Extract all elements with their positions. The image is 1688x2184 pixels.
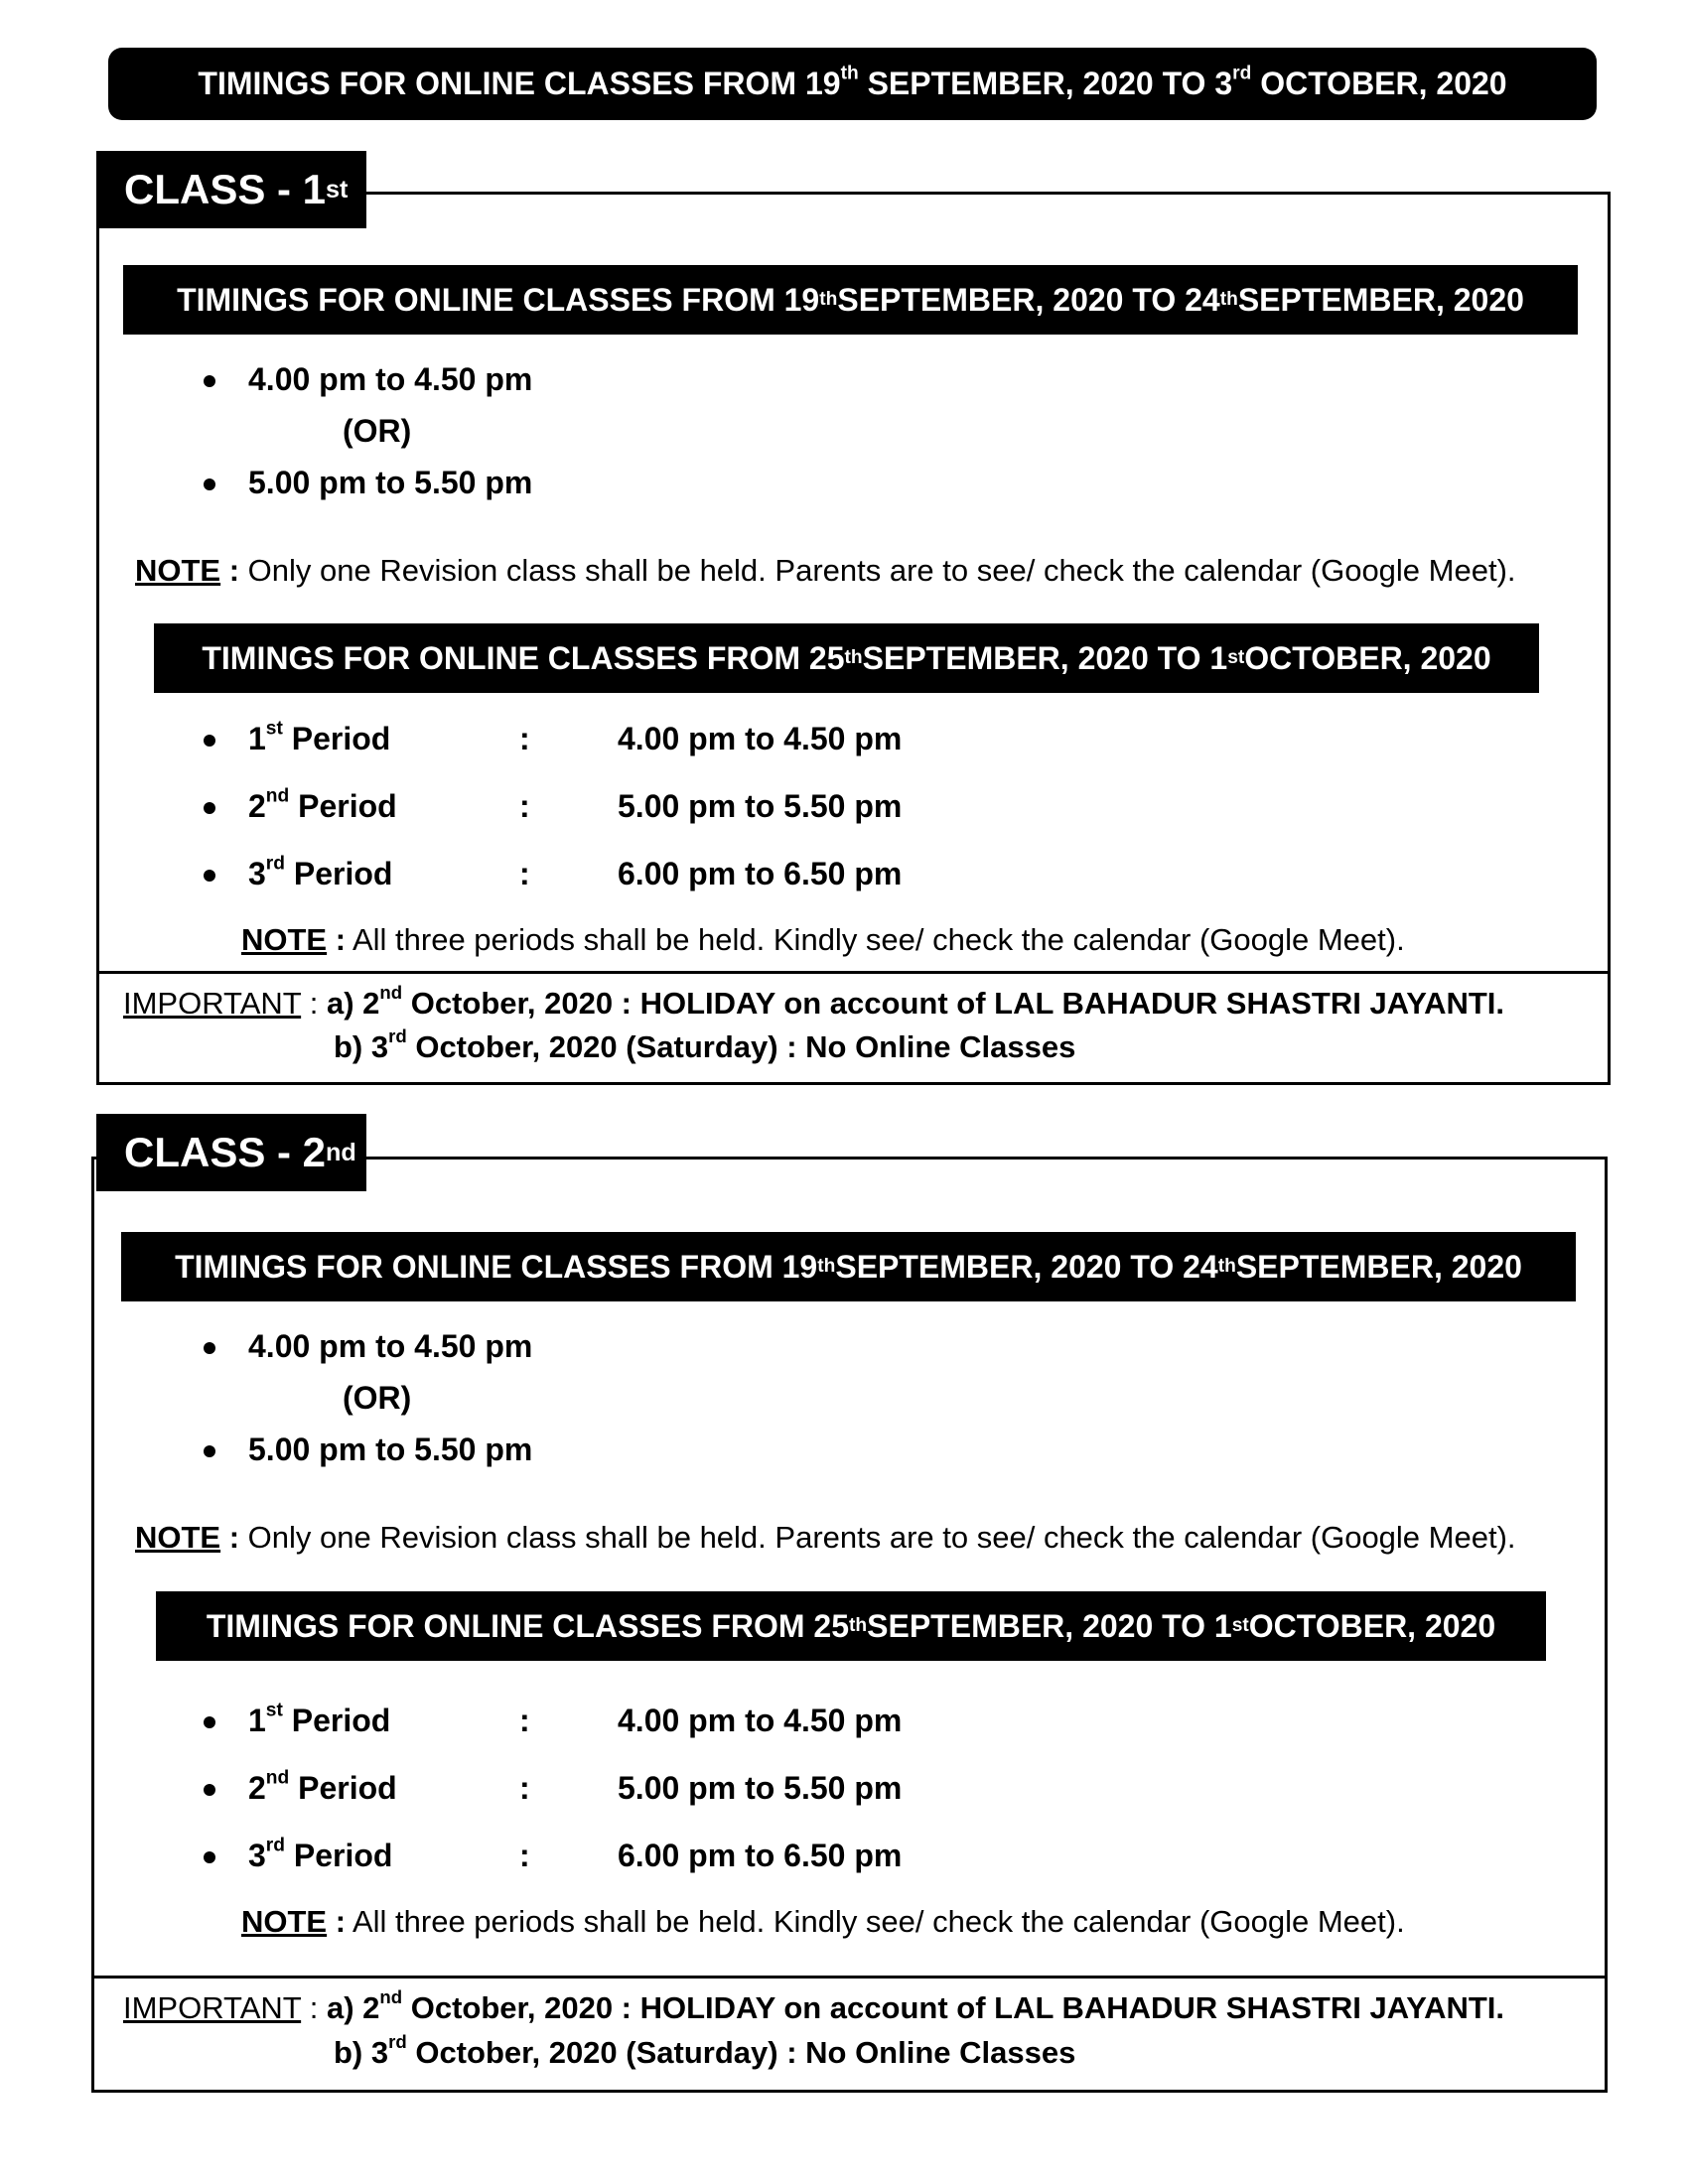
class-1-week1-or: (OR) (343, 413, 412, 449)
class-2-important-b: b) 3rd October, 2020 (Saturday) : No Online Classes (334, 2031, 1076, 2070)
main-title-banner (108, 48, 1597, 120)
class-1-period-3: 3rd Period : 6.00 pm to 6.50 pm (248, 856, 943, 895)
class-2-week1-title: TIMINGS FOR ONLINE CLASSES FROM 19 th SEPTEMBER, 2020 TO 24 th SEPTEMBER, 2020 (121, 1232, 1576, 1301)
class-2-period-2: 2nd Period : 5.00 pm to 5.50 pm (248, 1770, 943, 1810)
class-1-important-b: b) 3rd October, 2020 (Saturday) : No Online Classes (334, 1025, 1076, 1064)
class-2-tab: CLASS - 2 nd (96, 1114, 366, 1191)
class-1-important-a: IMPORTANT : a) 2nd October, 2020 : HOLIDAY on account of LAL BAHADUR SHASTRI JAYANTI. (123, 982, 1505, 1021)
class-2-week1-note: NOTE : Only one Revision class shall be held. Parents are to see/ check the calendar (Google Meet). (135, 1520, 1516, 1555)
class-1-tab: CLASS - 1 st (96, 151, 366, 228)
main-title-text: TIMINGS FOR ONLINE CLASSES FROM 19th SEPTEMBER, 2020 TO 3rd OCTOBER, 2020 (198, 63, 1507, 101)
class-1-period-1: 1st Period : 4.00 pm to 4.50 pm (248, 721, 943, 760)
class-2-week1-option-2: 5.00 pm to 5.50 pm (248, 1432, 533, 1467)
class-1-week2-title: TIMINGS FOR ONLINE CLASSES FROM 25 th SEPTEMBER, 2020 TO 1 st OCTOBER, 2020 (154, 623, 1539, 693)
class-1-week2-note: NOTE : All three periods shall be held. Kindly see/ check the calendar (Google Meet). (241, 922, 1405, 957)
class-2-important-a: IMPORTANT : a) 2nd October, 2020 : HOLIDAY on account of LAL BAHADUR SHASTRI JAYANTI. (123, 1986, 1505, 2025)
class-1-week1-option-1: 4.00 pm to 4.50 pm (248, 361, 533, 397)
class-2-week1-or: (OR) (343, 1380, 412, 1416)
class-2-period-3: 3rd Period : 6.00 pm to 6.50 pm (248, 1838, 943, 1877)
class-1-week1-title: TIMINGS FOR ONLINE CLASSES FROM 19 th SEPTEMBER, 2020 TO 24 th SEPTEMBER, 2020 (123, 265, 1578, 335)
class-1-week1-option-2: 5.00 pm to 5.50 pm (248, 465, 533, 500)
class-1-week1-note: NOTE : Only one Revision class shall be held. Parents are to see/ check the calendar (Google Meet). (135, 553, 1516, 588)
class-2-week2-title: TIMINGS FOR ONLINE CLASSES FROM 25 th SEPTEMBER, 2020 TO 1 st OCTOBER, 2020 (156, 1591, 1546, 1661)
class-1-period-2: 2nd Period : 5.00 pm to 5.50 pm (248, 788, 943, 828)
class-2-week2-note: NOTE : All three periods shall be held. Kindly see/ check the calendar (Google Meet). (241, 1904, 1405, 1939)
class-2-week1-option-1: 4.00 pm to 4.50 pm (248, 1328, 533, 1364)
class-2-period-1: 1st Period : 4.00 pm to 4.50 pm (248, 1703, 943, 1742)
